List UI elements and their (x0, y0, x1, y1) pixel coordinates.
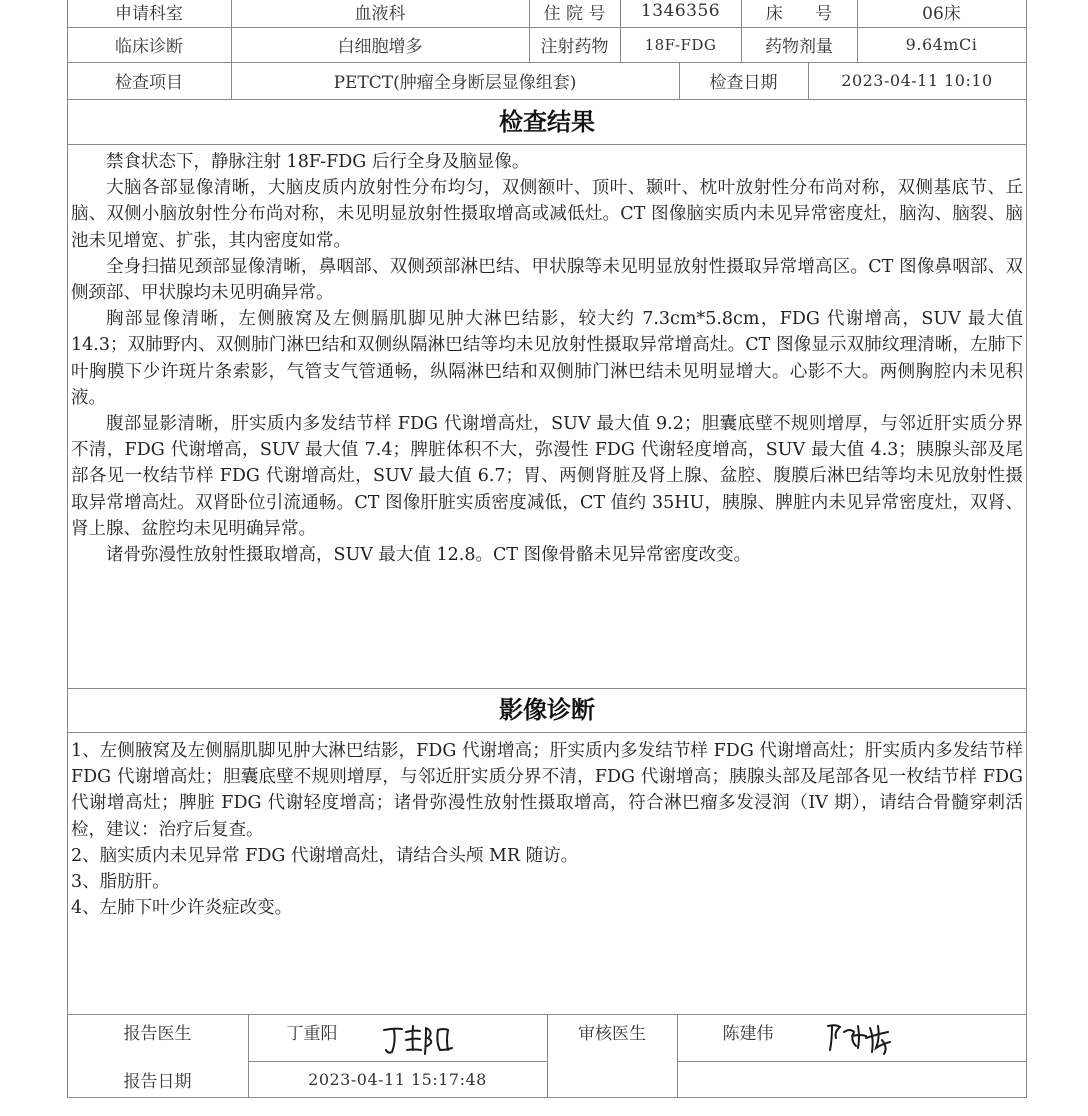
findings-paragraph: 腹部显影清晰，肝实质内多发结节样 FDG 代谢增高灶，SUV 最大值 9.2；胆囊底壁不规则增厚，与邻近肝实质分界不清，FDG 代谢增高，SUV 最大值 7.4；脾脏体积不大，弥漫性 FDG 代谢轻度增高，SUV 最大值 4.3；胰腺头部及尾部各见一枚结节样 FDG 代谢增高灶，SUV 最大值 6.7；胃、两侧肾脏及肾上腺、盆腔、腹膜后淋巴结等均未见放射性摄取异常增高灶。双肾卧位引流通畅。CT 图像肝脏实质密度减低，CT 值约 35HU，胰腺、脾脏内未见异常密度灶，双肾、肾上腺、盆腔均未见明确异常。 (71, 414, 1023, 539)
bed-value: 06床 (922, 3, 961, 24)
diagnosis-title: 影像诊断 (499, 696, 595, 724)
inpatient-value: 1346356 (640, 1, 721, 21)
clinical-diagnosis-value: 白细胞增多 (337, 37, 423, 57)
findings-paragraph: 诸骨弥漫性放射性摄取增高，SUV 最大值 12.8。CT 图像骨骼未见异常密度改变。 (106, 545, 752, 566)
clinical-diagnosis-label: 临床诊断 (115, 37, 183, 57)
findings-paragraph: 全身扫描见颈部显像清晰，鼻咽部、双侧颈部淋巴结、甲状腺等未见明显放射性摄取异常增高区。CT 图像鼻咽部、双侧颈部、甲状腺均未见明确异常。 (71, 256, 1023, 304)
report-date-label: 报告日期 (123, 1072, 192, 1092)
reviewer-signature-image (822, 1018, 902, 1060)
dept-value: 血液科 (354, 3, 406, 24)
findings-title: 检查结果 (499, 108, 595, 136)
drug-dose-label: 药物剂量 (765, 37, 833, 57)
diagnosis-item: 1、左侧腋窝及左侧膈肌脚见肿大淋巴结影，FDG 代谢增高；肝实质内多发结节样 FDG 代谢增高灶；肝实质内多发结节样 FDG 代谢增高灶；胆囊底壁不规则增厚，与邻近肝实质分界不清，FDG 代谢增高；胰腺头部及尾部各见一枚结节样 FDG 代谢增高灶；脾脏 FDG 代谢轻度增高；诸骨弥漫性放射性摄取增高，符合淋巴瘤多发浸润（IV 期），请结合骨髓穿刺活检，建议：治疗后复查。 (71, 741, 1023, 840)
inpatient-label: 住 院 号 (543, 3, 606, 24)
reviewing-doctor-label: 审核医生 (578, 1023, 646, 1044)
diagnosis-item: 4、左肺下叶少许炎症改变。 (71, 898, 293, 919)
reporting-doctor-label: 报告医生 (123, 1023, 192, 1044)
diagnosis-item: 2、脑实质内未见异常 FDG 代谢增高灶，请结合头颅 MR 随访。 (71, 845, 579, 866)
findings-paragraph: 胸部显像清晰，左侧腋窝及左侧膈肌脚见肿大淋巴结影，较大约 7.3cm*5.8cm，FDG 代谢增高，SUV 最大值 14.3；双肺野内、双侧肺门淋巴结和双侧纵隔淋巴结等均未见放射性摄取异常增高灶。CT 图像显示双肺纹理清晰，左肺下叶胸膜下少许斑片条索影，气管支气管通畅，纵隔淋巴结和双侧肺门淋巴结未见明显增大。心影不大。两侧胸腔内未见积液。 (71, 309, 1023, 408)
diagnosis-item: 3、脂肪肝。 (71, 872, 170, 893)
exam-date-label: 检查日期 (709, 73, 778, 93)
injected-drug-value: 18F-FDG (644, 35, 717, 54)
reporter-signature-image (380, 1020, 460, 1060)
reviewing-doctor-name: 陈建伟 (722, 1023, 774, 1044)
findings-body (71, 149, 1023, 568)
report-date-value: 2023-04-11 15:17:48 (308, 1070, 487, 1089)
bed-label: 床 号 (765, 3, 833, 24)
exam-item-label: 检查项目 (115, 73, 183, 93)
reporting-doctor-name: 丁重阳 (286, 1023, 338, 1044)
exam-item-value: PETCT(肿瘤全身断层显像组套) (333, 73, 577, 93)
findings-paragraph: 禁食状态下，静脉注射 18F-FDG 后行全身及脑显像。 (106, 152, 530, 172)
exam-date-value: 2023-04-11 10:10 (841, 71, 993, 90)
findings-paragraph: 大脑各部显像清晰，大脑皮质内放射性分布均匀，双侧额叶、顶叶、颞叶、枕叶放射性分布尚对称，双侧基底节、丘脑、双侧小脑放射性分布尚对称，未见明显放射性摄取增高或减低灶。CT 图像脑实质内未见异常密度灶，脑沟、脑裂、脑池未见增宽、扩张，其内密度如常。 (71, 178, 1023, 251)
drug-dose-value: 9.64mCi (905, 35, 978, 54)
diagnosis-body (71, 738, 1023, 921)
injected-drug-label: 注射药物 (540, 37, 609, 57)
dept-label: 申请科室 (115, 3, 183, 24)
